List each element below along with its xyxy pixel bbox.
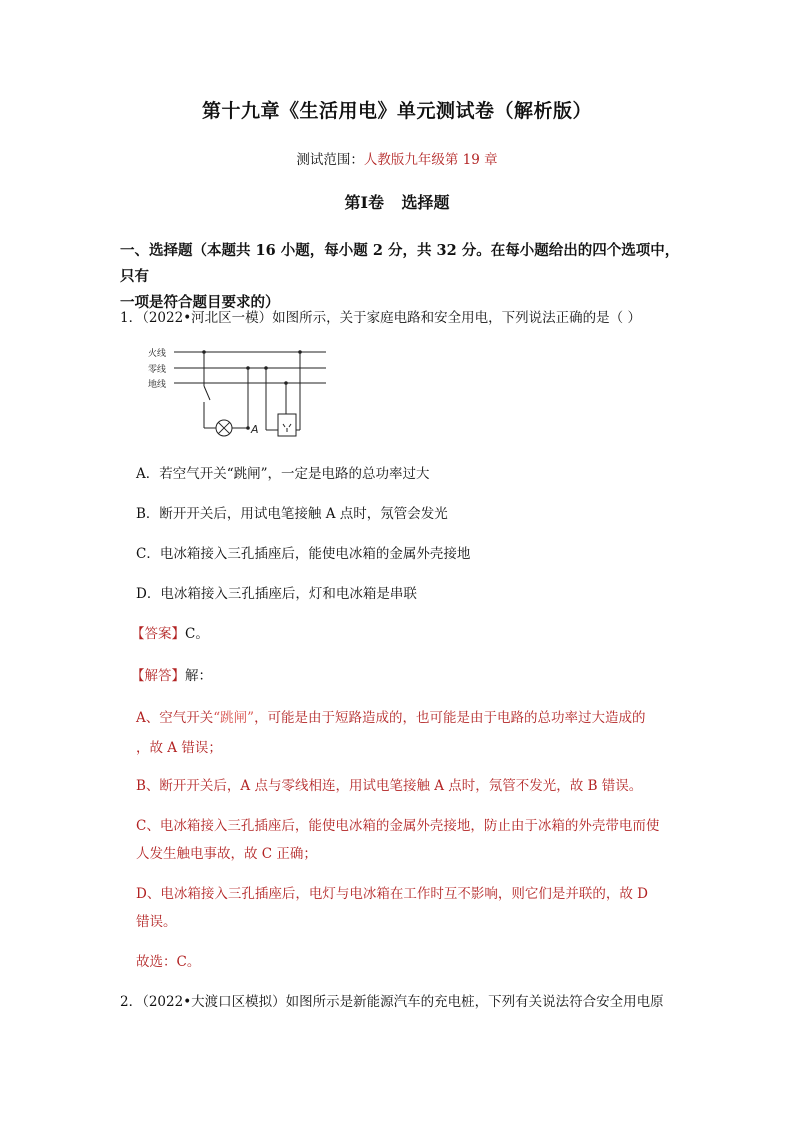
instructions-line-1: 一、选择题（本题共 16 小题，每小题 2 分，共 32 分。在每小题给出的四个选项中，只有 — [120, 242, 680, 285]
answer-line — [131, 622, 209, 642]
question-2-stem: 2．（2022•大渡口区模拟）如图所示是新能源汽车的充电桩，下列有关说法符合安全用电原 — [120, 994, 664, 1010]
answer-value: C。 — [185, 626, 209, 642]
option-b: B．断开开关后，用试电笔接触 A 点时，氖管会发光 — [136, 506, 448, 522]
wire-label-earth: 地线 — [148, 380, 167, 390]
analysis-label: 【解答】 — [131, 668, 185, 684]
analysis-d-line-1: D、电冰箱接入三孔插座后，电灯与电冰箱在工作时互不影响，则它们是并联的，故 D — [136, 886, 648, 902]
wire-label-neutral: 零线 — [148, 365, 167, 375]
wire-label-live: 火线 — [148, 349, 167, 359]
analysis-suffix: 解： — [185, 668, 212, 684]
analysis-b-line-1: B、断开开关后，A 点与零线相连，用试电笔接触 A 点时，氖管不发光，故 B 错误。 — [136, 778, 643, 794]
test-range — [0, 148, 794, 168]
section-instructions — [120, 238, 680, 316]
household-circuit-diagram — [140, 342, 340, 442]
section-title: 第Ⅰ卷 选择题 — [344, 193, 450, 212]
point-a-label: A — [251, 423, 259, 436]
test-range-label: 测试范围： — [296, 152, 364, 168]
analysis-heading — [131, 664, 212, 684]
analysis-d-line-2: 错误。 — [136, 914, 177, 930]
option-c: C．电冰箱接入三孔插座后，能使电冰箱的金属外壳接地 — [136, 546, 471, 562]
option-d: D．电冰箱接入三孔插座后，灯和电冰箱是串联 — [136, 586, 417, 602]
test-range-value: 人教版九年级第 19 章 — [363, 152, 498, 168]
switch-symbol — [204, 386, 210, 400]
instructions-line-2: 一项是符合题目要求的） — [120, 294, 280, 311]
analysis-c-line-1: C、电冰箱接入三孔插座后，能使电冰箱的金属外壳接地，防止由于冰箱的外壳带电而使 — [136, 818, 660, 834]
analysis-a-quote: “跳闸” — [213, 710, 255, 726]
analysis-a-line-2: ，故 A 错误； — [136, 740, 222, 756]
analysis-c-line-2: 人发生触电事故，故 C 正确； — [136, 846, 317, 862]
option-a: A．若空气开关“跳闸”，一定是电路的总功率过大 — [136, 466, 430, 482]
analysis-a-line-1 — [136, 706, 646, 726]
three-pin-socket-symbol — [278, 414, 296, 436]
page-title: 第十九章《生活用电》单元测试卷（解析版） — [201, 100, 592, 122]
answer-label: 【答案】 — [131, 626, 185, 642]
analysis-a-post: ，可能是由于短路造成的，也可能是由于电路的总功率过大造成的 — [254, 710, 646, 726]
question-1-stem: 1．（2022•河北区一模）如图所示，关于家庭电路和安全用电，下列说法正确的是（ ） — [120, 310, 641, 326]
analysis-conclusion: 故选：C。 — [136, 954, 201, 970]
analysis-a-pre: A、空气开关 — [136, 710, 214, 726]
